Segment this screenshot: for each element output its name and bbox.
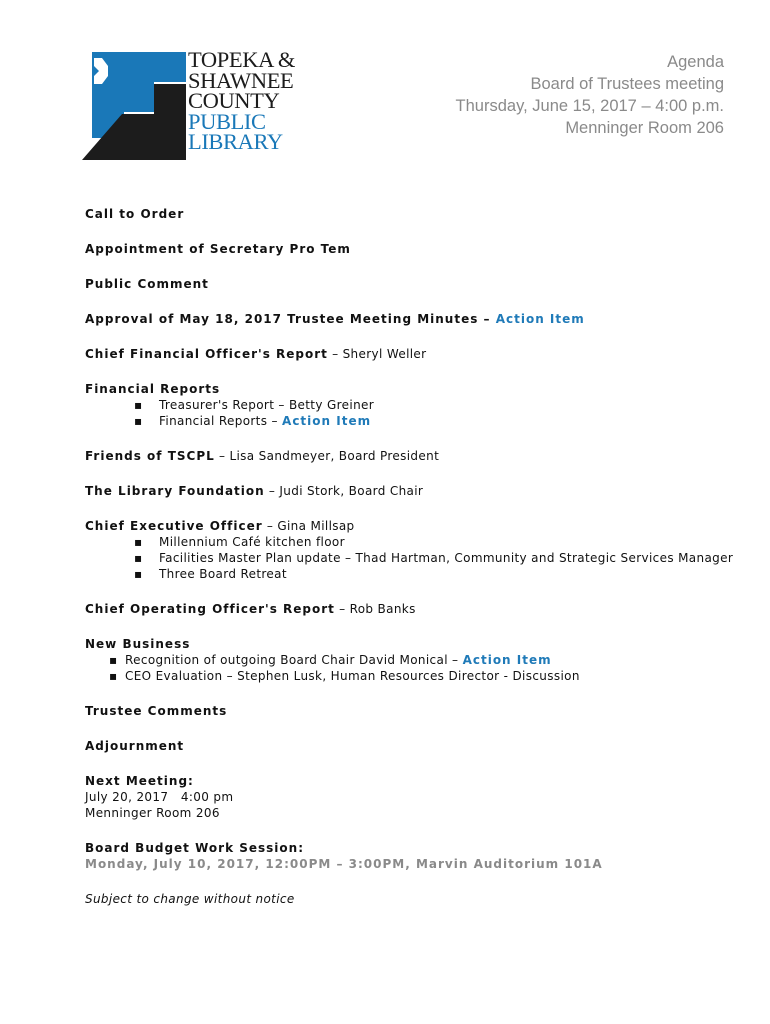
financial-reports-title: Financial Reports (85, 382, 221, 396)
change-notice: Subject to change without notice (85, 892, 295, 906)
list-item-text: Treasurer's Report – Betty Greiner (159, 398, 375, 412)
logo-mark-icon (82, 50, 188, 160)
action-item-link[interactable]: Action Item (282, 414, 372, 428)
new-business (85, 636, 745, 684)
list-item (85, 413, 745, 429)
cfo-report-presenter: – Sheryl Weller (327, 347, 427, 361)
logo-line-1: TOPEKA & (188, 47, 296, 72)
logo-line-5: LIBRARY (188, 129, 283, 154)
next-meeting-date: July 20, 2017 4:00 pm (85, 790, 234, 804)
ceo-title: Chief Executive Officer (85, 519, 263, 533)
coo-report (85, 601, 745, 617)
ceo-list (85, 534, 745, 582)
meeting-room: Menninger Room 206 (565, 119, 724, 137)
list-item (85, 550, 745, 566)
ceo-report (85, 518, 745, 582)
meeting-datetime: Thursday, June 15, 2017 – 4:00 p.m. (455, 97, 724, 115)
logo-wordmark (188, 47, 296, 154)
action-item-link[interactable]: Action Item (462, 653, 552, 667)
cfo-report-title: Chief Financial Officer's Report (85, 347, 328, 361)
list-item-text: Millennium Café kitchen floor (159, 535, 345, 549)
logo-line-2: SHAWNEE (188, 67, 294, 93)
logo-line-4: PUBLIC (188, 108, 266, 134)
budget-session-title: Board Budget Work Session: (85, 841, 304, 855)
minutes-approval-title: Approval of May 18, 2017 Trustee Meeting Minutes – (85, 312, 496, 326)
secretary-appointment: Appointment of Secretary Pro Tem (85, 242, 351, 256)
financial-reports-list (85, 397, 745, 429)
list-item-text: Financial Reports – (159, 414, 283, 428)
list-item-text: Recognition of outgoing Board Chair David Monical – (125, 653, 463, 667)
list-item (85, 566, 745, 582)
library-logo (82, 47, 300, 160)
agenda-title: Agenda (667, 53, 724, 71)
foundation-presenter: – Judi Stork, Board Chair (264, 484, 424, 498)
financial-reports (85, 381, 745, 429)
cfo-report (85, 346, 745, 362)
list-item (85, 652, 745, 668)
friends-presenter: – Lisa Sandmeyer, Board President (214, 449, 440, 463)
meeting-name: Board of Trustees meeting (530, 75, 724, 93)
list-item-text: Three Board Retreat (159, 567, 287, 581)
adjournment: Adjournment (85, 739, 185, 753)
agenda-body (85, 206, 745, 926)
minutes-approval (85, 311, 745, 327)
coo-presenter: – Rob Banks (334, 602, 416, 616)
trustee-comments: Trustee Comments (85, 704, 228, 718)
next-meeting (85, 773, 745, 821)
new-business-title: New Business (85, 637, 191, 651)
new-business-list (85, 652, 745, 684)
list-item (85, 668, 745, 684)
ceo-presenter: – Gina Millsap (262, 519, 355, 533)
list-item-text: CEO Evaluation – Stephen Lusk, Human Resources Director - Discussion (125, 669, 580, 683)
call-to-order: Call to Order (85, 207, 185, 221)
list-item (85, 397, 745, 413)
list-item-text: Facilities Master Plan update – Thad Hartman, Community and Strategic Services Manager (159, 551, 734, 565)
list-item (85, 534, 745, 550)
agenda-header (456, 51, 724, 139)
next-meeting-title: Next Meeting: (85, 774, 194, 788)
logo-line-3: COUNTY (188, 88, 280, 113)
foundation-title: The Library Foundation (85, 484, 265, 498)
coo-title: Chief Operating Officer's Report (85, 602, 335, 616)
budget-session-detail: Monday, July 10, 2017, 12:00PM – 3:00PM, Marvin Auditorium 101A (85, 857, 603, 871)
public-comment: Public Comment (85, 277, 209, 291)
next-meeting-room: Menninger Room 206 (85, 806, 220, 820)
friends-title: Friends of TSCPL (85, 449, 215, 463)
budget-session (85, 840, 745, 872)
friends-of-tscpl (85, 448, 745, 464)
library-foundation (85, 483, 745, 499)
action-item-link[interactable]: Action Item (495, 312, 585, 326)
